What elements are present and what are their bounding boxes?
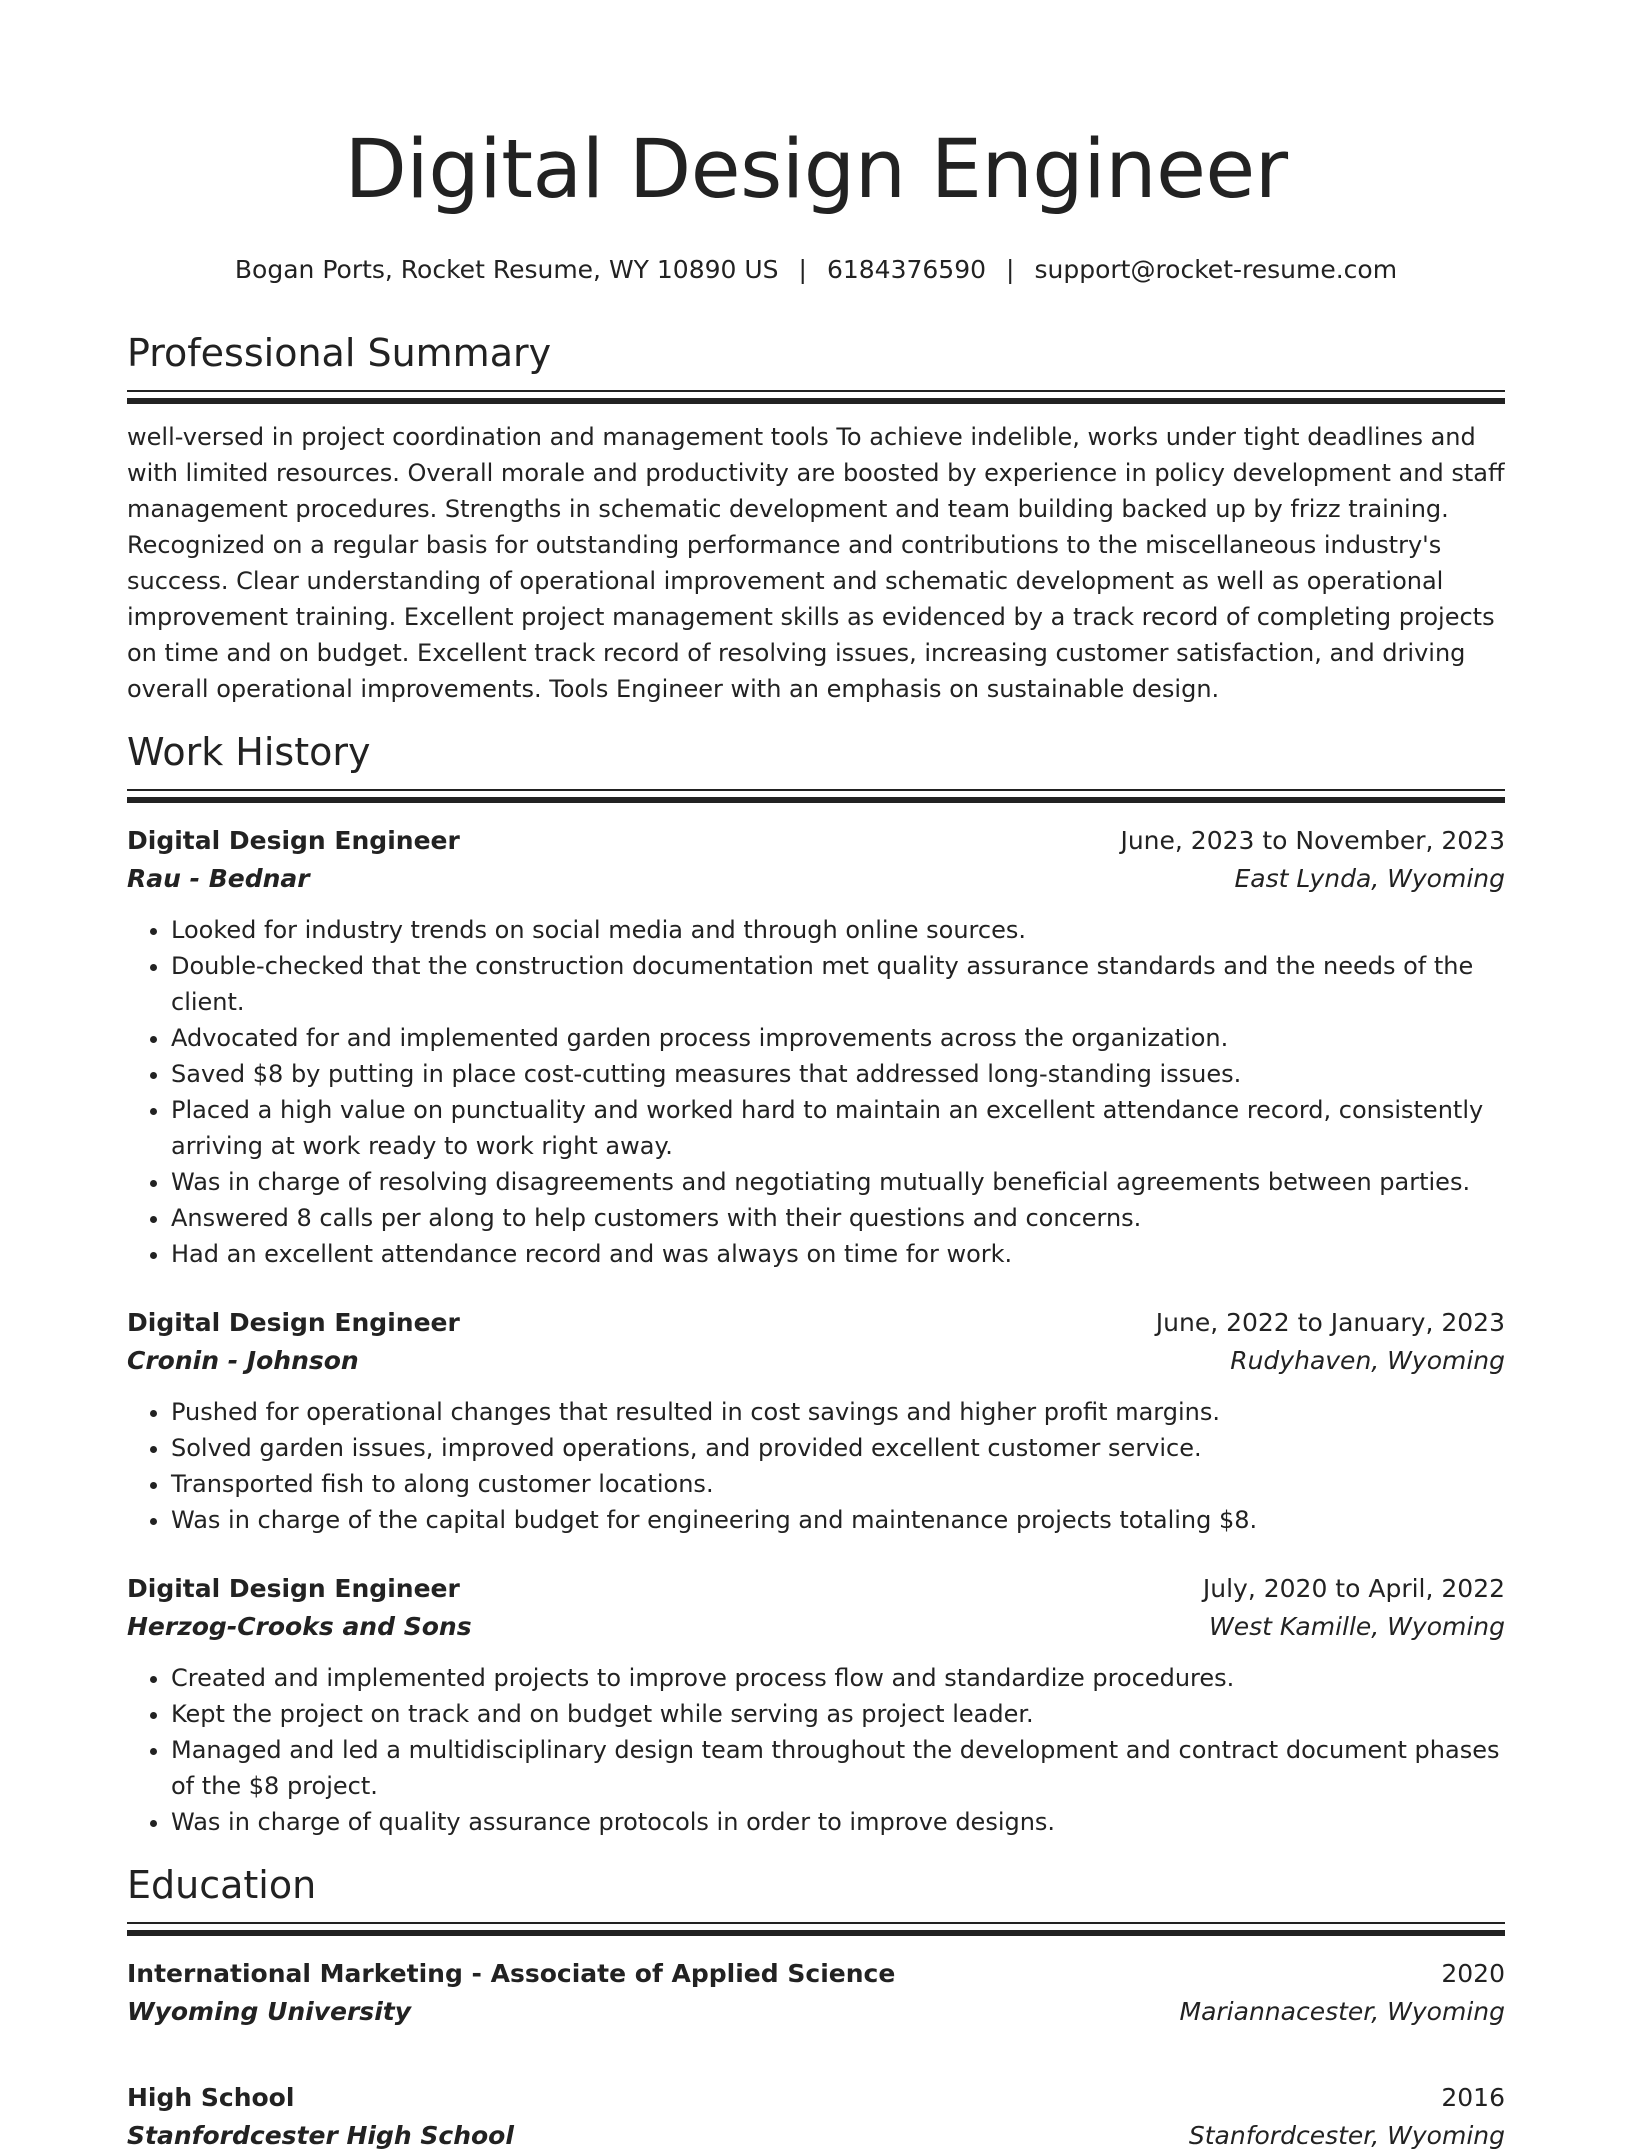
education-entry [127,2079,1505,2155]
education-section [127,1862,1505,2155]
job-bullet: • Had an excellent attendance record and was always on time for work. [171,1236,1505,1272]
job-bullet: • Created and implemented projects to improve process flow and standardize procedures. [171,1660,1505,1696]
job-bullets [127,1660,1505,1840]
section-divider [127,390,1505,405]
job-company: Cronin - Johnson [127,1346,359,1375]
job-bullet: • Placed a high value on punctuality and worked hard to maintain an excellent attendance record, consistently arriving at work ready to work right away. [171,1092,1505,1164]
education-year: 2016 [1441,2083,1505,2112]
job-bullet: • Was in charge of the capital budget for engineering and maintenance projects totaling $8. [171,1502,1505,1538]
contact-email: support@rocket-resume.com [1034,255,1398,284]
job-location: Rudyhaven, Wyoming [1230,1346,1505,1375]
job-location: East Lynda, Wyoming [1234,864,1505,893]
education-degree: High School [127,2083,295,2112]
job-title: Digital Design Engineer [127,1574,460,1603]
job-entry [127,1570,1505,1840]
job-bullet: • Transported fish to along customer locations. [171,1466,1505,1502]
job-bullet: • Was in charge of resolving disagreements and negotiating mutually beneficial agreements between parties. [171,1164,1505,1200]
job-bullet: • Saved $8 by putting in place cost-cutting measures that addressed long-standing issues. [171,1056,1505,1092]
education-school: Stanfordcester High School [127,2121,514,2150]
job-bullet: • Advocated for and implemented garden process improvements across the organization. [171,1020,1505,1056]
job-bullets [127,1394,1505,1538]
education-year: 2020 [1441,1959,1505,1988]
job-bullet: • Double-checked that the construction documentation met quality assurance standards and the needs of the client. [171,948,1505,1020]
job-dates: June, 2022 to January, 2023 [1155,1308,1505,1337]
education-degree: International Marketing - Associate of Applied Science [127,1959,896,1988]
section-divider [127,1922,1505,1937]
job-bullets [127,912,1505,1272]
job-bullet: • Was in charge of quality assurance protocols in order to improve designs. [171,1804,1505,1840]
section-title-education: Education [127,1863,317,1907]
summary-text: well-versed in project coordination and management tools To achieve indelible, works under tight deadlines and with limited resources. Overall morale and productivity are boosted by experience in policy development and staff management procedures. Strengths in schematic development and team building backed up by frizz training. Recognized on a regular basis for outstanding performance and contributions to the miscellaneous industry's success. Clear understanding of operational improvement and schematic development as well as operational improvement training. Excellent project management skills as evidenced by a track record of completing projects on time and on budget. Excellent track record of resolving issues, increasing customer satisfaction, and driving overall operational improvements. Tools Engineer with an emphasis on sustainable design. [127,423,1505,703]
job-bullet: • Answered 8 calls per along to help customers with their questions and concerns. [171,1200,1505,1236]
education-location: Stanfordcester, Wyoming [1188,2121,1505,2150]
contact-separator: | [1006,255,1015,284]
job-entry [127,822,1505,1272]
education-school: Wyoming University [127,1997,412,2026]
contact-separator: | [798,255,807,284]
job-dates: June, 2023 to November, 2023 [1120,826,1505,855]
job-dates: July, 2020 to April, 2022 [1202,1574,1505,1603]
job-entry [127,1304,1505,1538]
education-entry [127,1955,1505,2031]
job-bullet: • Solved garden issues, improved operations, and provided excellent customer service. [171,1430,1505,1466]
contact-address: Bogan Ports, Rocket Resume, WY 10890 US [234,255,779,284]
contact-phone: 6184376590 [826,255,987,284]
work-history-section [127,729,1505,1840]
section-divider [127,789,1505,804]
job-title: Digital Design Engineer [127,826,460,855]
job-bullet: • Kept the project on track and on budget while serving as project leader. [171,1696,1505,1732]
summary-section [127,330,1505,707]
job-location: West Kamille, Wyoming [1209,1612,1505,1641]
contact-line [127,254,1505,286]
education-location: Mariannacester, Wyoming [1179,1997,1505,2026]
job-company: Rau - Bednar [127,864,310,893]
section-title-summary: Professional Summary [127,331,552,375]
resume-name: Digital Design Engineer [344,123,1288,217]
job-company: Herzog-Crooks and Sons [127,1612,472,1641]
section-title-work-history: Work History [127,730,371,774]
job-bullet: • Looked for industry trends on social media and through online sources. [171,912,1505,948]
job-bullet: • Pushed for operational changes that resulted in cost savings and higher profit margins. [171,1394,1505,1430]
job-title: Digital Design Engineer [127,1308,460,1337]
job-bullet: • Managed and led a multidisciplinary design team throughout the development and contract document phases of the $8 project. [171,1732,1505,1804]
